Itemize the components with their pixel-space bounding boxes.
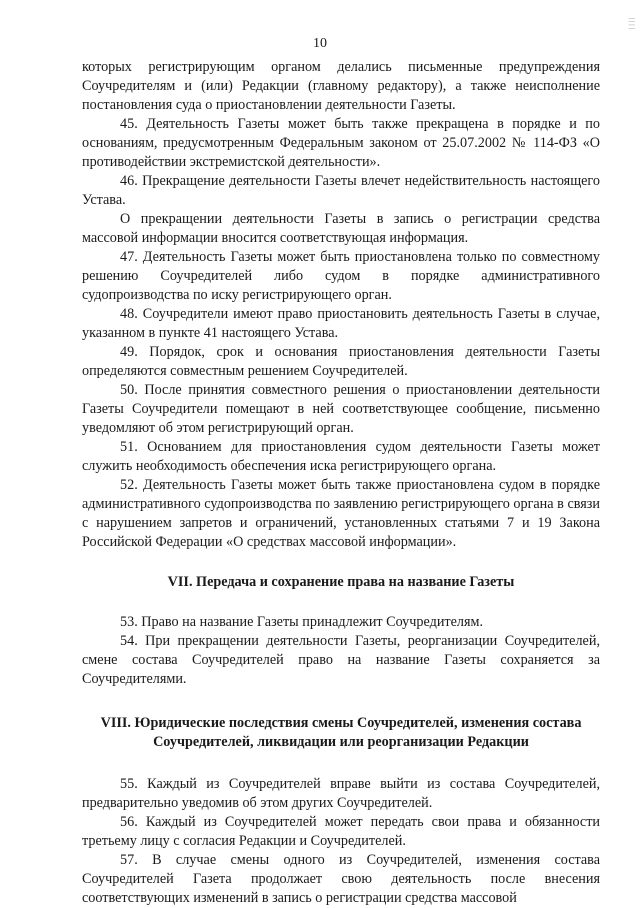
paragraph-52: 52. Деятельность Газеты может быть также приостановлена судом в порядке административного судопроизводства по заявлению регистрирующего органа в связи с нарушением запретов и ограничений, установленных статьями 7 и 19 Закона Российской Федерации «О средствах массовой информации». <box>82 477 600 550</box>
paragraph-47: 47. Деятельность Газеты может быть приостановлена только по совместному решению Соучредителей либо судом в порядке административного судопроизводства по иску регистрирующего орган. <box>82 249 600 303</box>
page-number: 10 <box>313 36 327 51</box>
paragraph-continuation: которых регистрирующим органом делались письменные предупреждения Соучредителям и (или) Редакции (главному редактору), а также неисполнение постановления суда о приостановлении деятельности Газеты. <box>82 59 600 113</box>
paragraph-50: 50. После принятия совместного решения о приостановлении деятельности Газеты Соучредители помещают в ней соответствующее сообщение, письменно уведомляют об этом регистрирующий орган. <box>82 382 600 436</box>
paragraph-46: 46. Прекращение деятельности Газеты влечет недействительность настоящего Устава. <box>82 173 600 208</box>
section-heading-7: VII. Передача и сохранение права на название Газеты <box>167 574 515 590</box>
section-heading-8 <box>82 714 600 752</box>
paragraph-54: 54. При прекращении деятельности Газеты, реорганизации Соучредителей, смене состава Соучредителей право на название Газеты сохраняется за Соучредителями. <box>82 633 600 687</box>
paragraph-56: 56. Каждый из Соучредителей может передать свои права и обязанности третьему лицу с согласия Редакции и Соучредителей. <box>82 814 600 849</box>
paragraph-57: 57. В случае смены одного из Соучредителей, изменения состава Соучредителей Газета продолжает свою деятельность после внесения соответствующих изменений в запись о регистрации средства массовой <box>82 852 600 906</box>
paragraph-53: 53. Право на название Газеты принадлежит Соучредителям. <box>120 614 484 630</box>
paragraph-49: 49. Порядок, срок и основания приостановления деятельности Газеты определяются совместным решением Соучредителей. <box>82 344 600 379</box>
paragraph-55: 55. Каждый из Соучредителей вправе выйти из состава Соучредителей, предварительно уведомив об этом других Соучредителей. <box>82 776 600 811</box>
paragraph-45: 45. Деятельность Газеты может быть также прекращена в порядке и по основаниям, предусмотренным Федеральным законом от 25.07.2002 № 114-ФЗ «О противодействии экстремистской деятельности». <box>82 116 600 170</box>
section-heading-8-line-1: VIII. Юридические последствия смены Соучредителей, изменения состава <box>100 715 582 731</box>
margin-marks: | | | | <box>628 18 636 29</box>
paragraph-registration-note: О прекращении деятельности Газеты в запись о регистрации средства массовой информации вносится соответствующая информация. <box>82 211 600 246</box>
section-heading-8-line-2: Соучредителей, ликвидации или реорганизации Редакции <box>153 734 529 750</box>
document-body <box>82 58 600 908</box>
paragraph-51: 51. Основанием для приостановления судом деятельности Газеты может служить необходимость обеспечения иска регистрирующего органа. <box>82 439 600 474</box>
paragraph-48: 48. Соучредители имеют право приостановить деятельность Газеты в случае, указанном в пункте 41 настоящего Устава. <box>82 306 600 341</box>
